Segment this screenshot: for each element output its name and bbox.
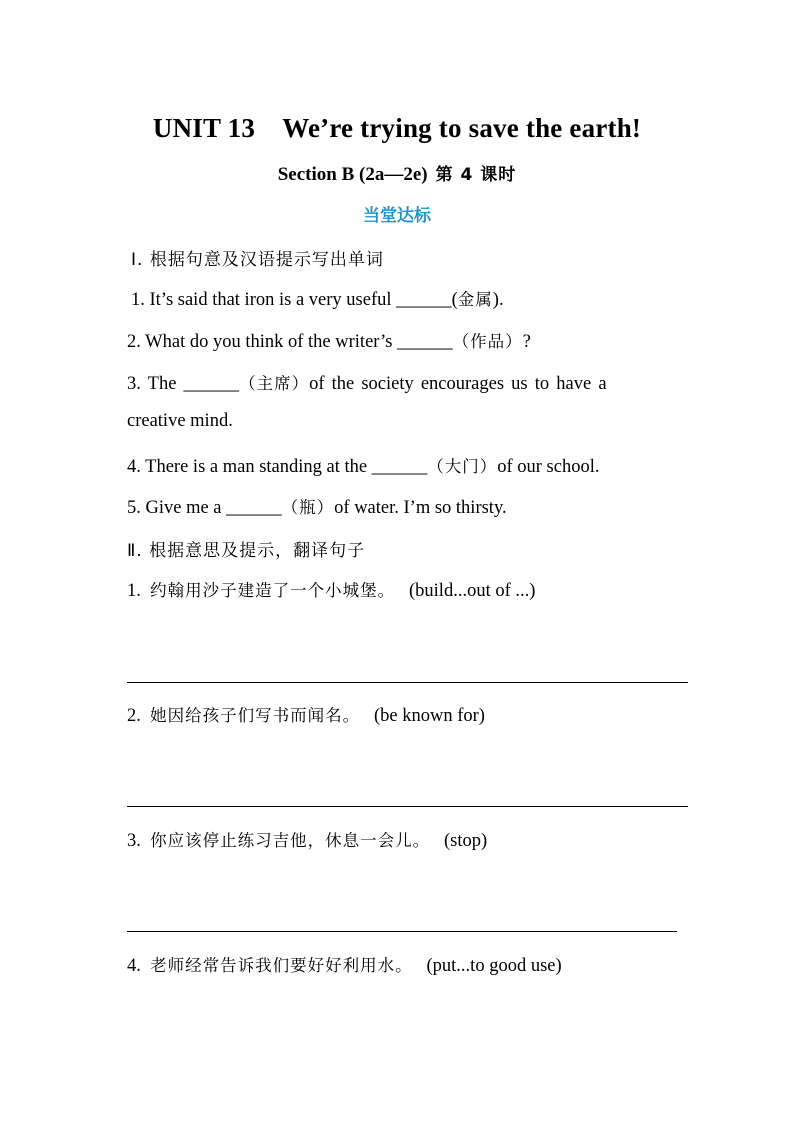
practice-tag: 当堂达标 [363,206,431,226]
answer-line-3[interactable] [127,931,677,932]
question-2 [127,328,531,353]
translation-1-number: 1. [127,581,141,601]
lesson-label: 第 4 课时 [435,165,517,185]
part1-heading: Ⅰ. 根据句意及汉语提示写出单词 [131,250,384,270]
question-4-end: of our school. [497,457,600,477]
question-2-text: 2. What do you think of the writer’s ______ [127,332,453,352]
translation-3-chinese: 你应该停止练习吉他，休息一会儿。 [150,831,431,850]
question-2-hint: （作品） [452,332,523,351]
question-1-text: 1. It’s said that iron is a very useful ______( [131,290,458,310]
question-5-text: 5. Give me a ______ [127,498,282,518]
section-label: Section B (2a—2e) [277,164,428,185]
question-2-end: ? [522,332,531,352]
question-3-continued: creative mind. [127,411,233,431]
translation-1 [127,577,535,602]
translation-2 [127,702,485,727]
page-title: UNIT 13 We’re trying to save the earth! [152,113,642,143]
translation-2-chinese: 她因给孩子们写书而闻名。 [150,706,361,725]
question-4-text: 4. There is a man standing at the ______ [127,457,428,477]
translation-2-number: 2. [127,706,141,726]
translation-2-hint: (be known for) [374,706,485,726]
question-5 [127,494,507,519]
answer-line-1[interactable] [127,682,688,683]
question-1-hint: 金属 [457,290,493,309]
question-5-end: of water. I’m so thirsty. [334,498,507,518]
part2-heading: Ⅱ. 根据意思及提示，翻译句子 [127,541,366,561]
translation-4 [127,952,562,977]
question-1-end: ). [492,290,504,310]
translation-4-chinese: 老师经常告诉我们要好好利用水。 [150,956,413,975]
question-3 [127,370,607,395]
question-3-text: 3. The ______ [127,374,240,394]
translation-3-number: 3. [127,831,141,851]
translation-1-hint: (build...out of ...) [409,581,536,601]
question-4 [127,453,599,478]
section-subtitle [0,160,794,186]
translation-3 [127,827,487,852]
translation-4-hint: (put...to good use) [426,956,562,976]
question-4-hint: （大门） [427,457,498,476]
question-3-end: of the society encourages us to have a [309,374,607,394]
translation-3-hint: (stop) [444,831,488,851]
translation-1-chinese: 约翰用沙子建造了一个小城堡。 [150,581,396,600]
question-1 [131,286,504,311]
answer-line-2[interactable] [127,806,688,807]
question-3-hint: （主席） [239,374,310,393]
translation-4-number: 4. [127,956,141,976]
question-5-hint: （瓶） [281,498,335,517]
